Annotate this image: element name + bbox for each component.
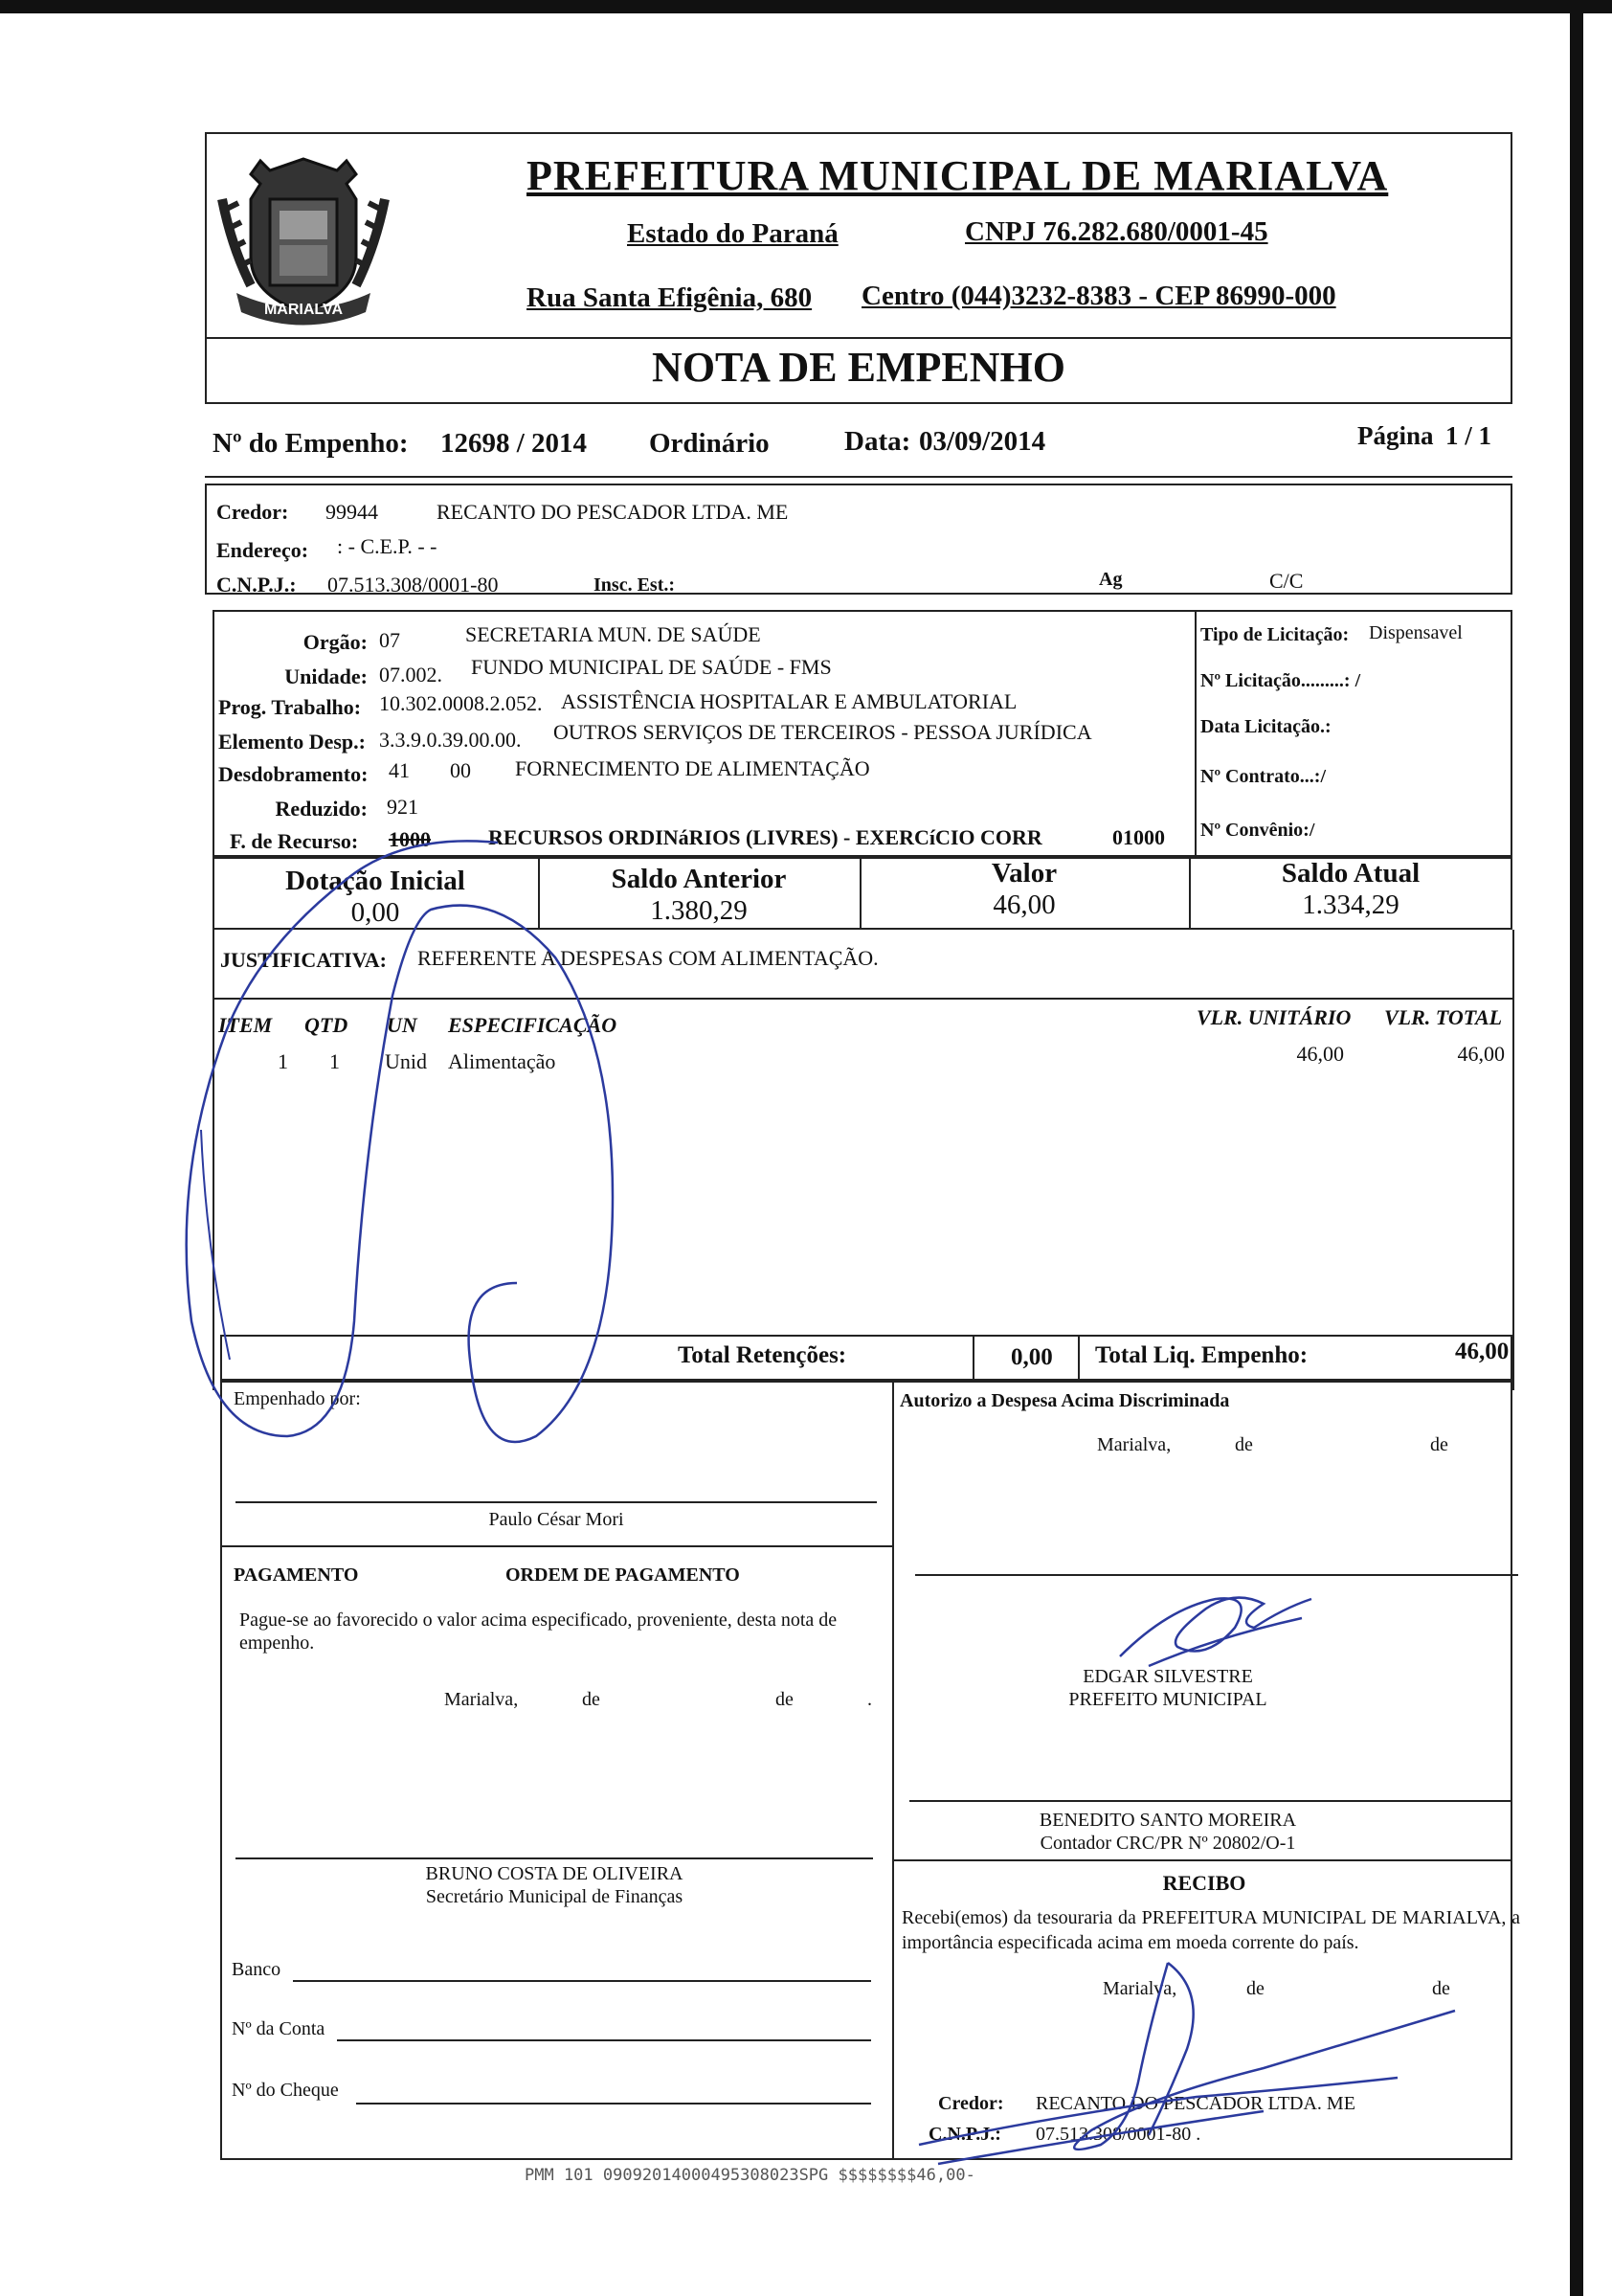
contador-signature-line — [909, 1800, 1512, 1802]
unidade-code: 07.002. — [379, 663, 442, 687]
municipality-title: PREFEITURA MUNICIPAL DE MARIALVA — [526, 152, 1389, 199]
item-row-unit: Unid — [385, 1049, 427, 1073]
elemento-name: OUTROS SERVIÇOS DE TERCEIROS - PESSOA JURÍDICA — [553, 720, 1092, 744]
recibo-credor-label: Credor: — [938, 2093, 1004, 2114]
items-header-un: UN — [387, 1013, 417, 1037]
dotacao-value: 0,00 — [350, 897, 400, 928]
unidade-name: FUNDO MUNICIPAL DE SAÚDE - FMS — [471, 655, 832, 679]
justificativa-text: REFERENTE A DESPESAS COM ALIMENTAÇÃO. — [417, 946, 879, 970]
recurso-label: F. de Recurso: — [230, 829, 359, 853]
recibo-cnpj-label: C.N.P.J.: — [929, 2124, 1001, 2145]
banco-field[interactable] — [293, 1980, 871, 1982]
contador-name: BENEDITO SANTO MOREIRA — [1039, 1810, 1297, 1831]
banco-label: Banco — [232, 1959, 281, 1980]
orgao-name: SECRETARIA MUN. DE SAÚDE — [465, 622, 761, 646]
cheque-field[interactable] — [356, 2103, 871, 2105]
svg-text:MARIALVA: MARIALVA — [263, 302, 344, 318]
items-header-item: ITEM — [218, 1013, 273, 1037]
empenho-type: Ordinário — [649, 428, 770, 459]
valor-value: 46,00 — [993, 889, 1056, 920]
recibo-de1: de — [1246, 1978, 1265, 1999]
recurso-name: RECURSOS ORDINáRIOS (LIVRES) - EXERCíCIO CORR — [488, 825, 1042, 849]
items-header-unit-value: VLR. UNITÁRIO — [1197, 1005, 1352, 1029]
item-row-number: 1 — [278, 1049, 288, 1073]
items-header-spec: ESPECIFICAÇÃO — [448, 1013, 617, 1037]
prefeito-signature — [1110, 1570, 1321, 1676]
prog-trabalho-name: ASSISTÊNCIA HOSPITALAR E AMBULATORIAL — [561, 689, 1018, 713]
prog-trabalho-label: Prog. Trabalho: — [218, 695, 362, 719]
balance-dotacao — [214, 866, 536, 929]
secretario-title: Secretário Municipal de Finanças — [425, 1886, 683, 1907]
empenhado-label: Empenhado por: — [234, 1388, 361, 1409]
orgao-code: 07 — [379, 628, 400, 652]
empenho-date-label: Data: — [844, 426, 911, 457]
municipal-crest-logo — [213, 142, 394, 333]
recibo-credor-name: RECANTO DO PESCADOR LTDA. ME — [1036, 2093, 1355, 2114]
state-name: Estado do Paraná — [627, 218, 839, 249]
balance-saldo-atual — [1191, 858, 1511, 921]
scan-right-edge — [1570, 0, 1583, 2296]
autorizo-city: Marialva, — [1097, 1434, 1172, 1455]
liq-empenho-label: Total Liq. Empenho: — [1095, 1342, 1309, 1368]
prefeito-name: EDGAR SILVESTRE — [1083, 1666, 1253, 1687]
machine-print-line: PMM 101 09092014000495308023SPG $$$$$$$$46,00- — [525, 2166, 975, 2185]
numero-licitacao: Nº Licitação.........: / — [1200, 670, 1361, 691]
pagamento-de1: de — [582, 1689, 600, 1710]
prog-trabalho-code: 10.302.0008.2.052. — [379, 691, 543, 715]
retencoes-label: Total Retenções: — [678, 1342, 847, 1368]
street-address: Rua Santa Efigênia, 680 — [526, 282, 813, 313]
item-row-total-value: 46,00 — [1457, 1042, 1505, 1066]
endereco-label: Endereço: — [216, 538, 309, 562]
checking-account-label: C/C — [1269, 569, 1304, 593]
saldo-atual-label: Saldo Atual — [1281, 858, 1421, 889]
cnpj-label: C.N.P.J.: — [216, 573, 297, 597]
cheque-label: Nº do Cheque — [232, 2080, 339, 2101]
liq-empenho-value: 46,00 — [1455, 1339, 1510, 1364]
recibo-text: Recebi(emos) da tesouraria da PREFEITURA MUNICIPAL DE MARIALVA, a importância especificada acima em moeda corrente do país. — [902, 1907, 1520, 1953]
credor-label: Credor: — [216, 500, 289, 524]
saldo-atual-value: 1.334,29 — [1302, 889, 1399, 920]
saldo-anterior-label: Saldo Anterior — [611, 864, 787, 894]
tipo-licitacao-value: Dispensavel — [1369, 622, 1463, 643]
data-licitacao: Data Licitação.: — [1200, 716, 1332, 737]
empenho-label: Nº do Empenho: — [213, 428, 409, 459]
unidade-label: Unidade: — [284, 664, 368, 688]
pagamento-label: PAGAMENTO — [234, 1564, 359, 1586]
recibo-title: RECIBO — [1162, 1871, 1246, 1895]
orgao-label: Orgão: — [302, 630, 368, 654]
empenhado-signature-line — [235, 1501, 877, 1503]
elemento-code: 3.3.9.0.39.00.00. — [379, 728, 522, 752]
elemento-label: Elemento Desp.: — [218, 730, 366, 754]
page-label: Página — [1357, 421, 1434, 450]
agency-label: Ag — [1099, 569, 1123, 590]
balance-valor — [862, 858, 1187, 921]
desdobramento-code1: 41 — [389, 758, 410, 782]
item-row-spec: Alimentação — [448, 1049, 556, 1073]
contador-title: Contador CRC/PR Nº 20802/O-1 — [1040, 1833, 1296, 1854]
totals-box — [220, 1335, 1512, 1381]
insc-est-label: Insc. Est.: — [593, 574, 676, 596]
item-row-unit-value: 46,00 — [1296, 1042, 1344, 1066]
secretario-signature-line — [235, 1857, 873, 1859]
recibo-de2: de — [1432, 1978, 1450, 1999]
items-header-total-value: VLR. TOTAL — [1384, 1005, 1503, 1029]
tipo-licitacao-label: Tipo de Licitação: — [1200, 624, 1350, 645]
autorizo-de1: de — [1235, 1434, 1253, 1455]
endereco-value: : - C.E.P. - - — [337, 534, 437, 558]
saldo-anterior-value: 1.380,29 — [650, 895, 748, 926]
recibo-signature — [862, 1953, 1532, 2183]
empenho-number: 12698 / 2014 — [440, 428, 588, 459]
credor-code: 99944 — [325, 500, 378, 524]
retencoes-value: 0,00 — [1011, 1344, 1053, 1370]
document-title: NOTA DE EMPENHO — [652, 344, 1065, 391]
cnpj-header: CNPJ 76.282.680/0001-45 — [965, 216, 1268, 247]
desdobramento-name: FORNECIMENTO DE ALIMENTAÇÃO — [515, 756, 870, 780]
numero-contrato: Nº Contrato...:/ — [1200, 766, 1327, 787]
secretario-name: BRUNO COSTA DE OLIVEIRA — [425, 1863, 683, 1884]
recurso-code: 1000 — [389, 827, 431, 851]
empenhado-name: Paulo César Mori — [488, 1509, 624, 1530]
autorizo-de2: de — [1430, 1434, 1448, 1455]
valor-label: Valor — [991, 858, 1058, 889]
scan-top-edge — [0, 0, 1612, 13]
autorizo-label: Autorizo a Despesa Acima Discriminada — [900, 1390, 1230, 1411]
prefeito-title: PREFEITO MUNICIPAL — [1068, 1689, 1267, 1710]
pagamento-city: Marialva, — [444, 1689, 519, 1710]
balance-saldo-anterior — [540, 864, 858, 927]
item-row-qtd: 1 — [329, 1049, 340, 1073]
recibo-city: Marialva, — [1103, 1978, 1177, 1999]
pagamento-text: Pague-se ao favorecido o valor acima especificado, proveniente, desta nota de empenho. — [239, 1609, 838, 1654]
credor-name: RECANTO DO PESCADOR LTDA. ME — [437, 500, 789, 524]
desdobramento-label: Desdobramento: — [218, 762, 369, 786]
district-contact: Centro (044)3232-8383 - CEP 86990-000 — [862, 281, 1336, 311]
reduzido-value: 921 — [387, 795, 418, 819]
desdobramento-code2: 00 — [450, 758, 471, 782]
items-header-qtd: QTD — [304, 1013, 348, 1037]
conta-field[interactable] — [337, 2039, 871, 2041]
dotacao-label: Dotação Inicial — [285, 866, 465, 896]
conta-label: Nº da Conta — [232, 2018, 325, 2039]
numero-convenio: Nº Convênio:/ — [1200, 820, 1315, 841]
pagamento-de2: de — [775, 1689, 794, 1710]
reduzido-label: Reduzido: — [275, 797, 368, 821]
ordem-pagamento-label: ORDEM DE PAGAMENTO — [505, 1564, 740, 1586]
recurso-extra: 01000 — [1112, 825, 1165, 849]
cnpj-value: 07.513.308/0001-80 — [327, 573, 499, 597]
empenho-date: 03/09/2014 — [919, 426, 1046, 457]
recibo-cnpj-value: 07.513.308/0001-80 . — [1036, 2124, 1201, 2145]
justificativa-label: JUSTIFICATIVA: — [220, 948, 388, 972]
pagamento-end-dot: . — [867, 1689, 872, 1710]
page-number: 1 / 1 — [1445, 421, 1492, 450]
